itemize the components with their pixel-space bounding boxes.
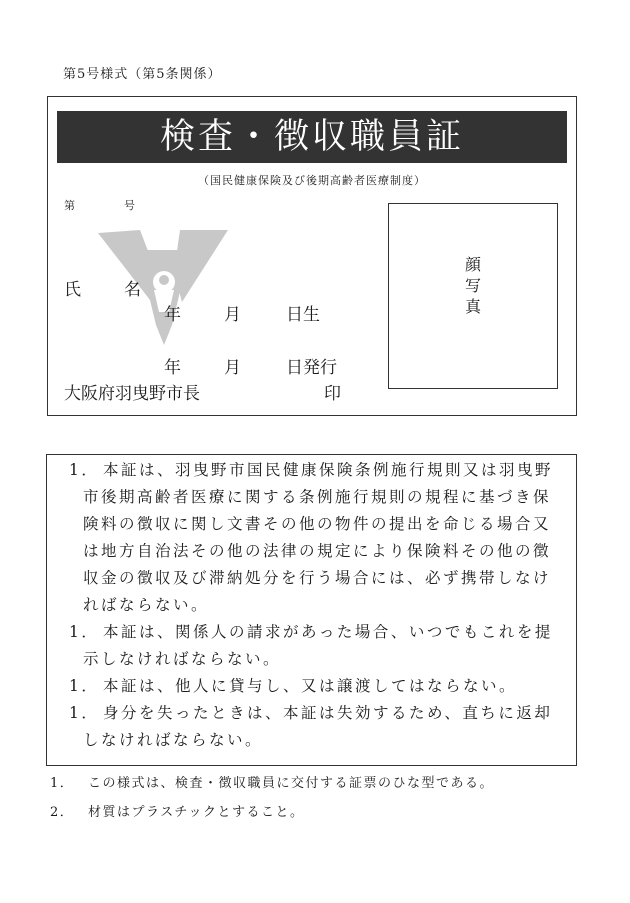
footer-note-number: 1． <box>50 776 75 791</box>
note-first-line: 身分を失ったときは、本証は失効するため、直ちに返却 <box>103 704 553 722</box>
note-line: しなければならない。 <box>83 731 264 749</box>
card-back-notes <box>46 454 577 766</box>
footer-note-text: この様式は、検査・徴収職員に交付する証票のひな型である。 <box>88 776 495 791</box>
card-title: 検査・徴収職員証 <box>57 111 567 163</box>
photo-label-char: 顔 <box>464 255 481 274</box>
birth-date-row <box>164 300 364 325</box>
note-number: 1． <box>69 677 100 695</box>
city-emblem-icon <box>98 230 230 345</box>
note-line: 市後期高齢者医療に関する条例施行規則の規程に基づき保 <box>83 488 552 506</box>
note-line: ればならない。 <box>83 596 210 614</box>
name-label-surname: 氏 <box>64 280 81 300</box>
footer-note-number: 2． <box>50 805 75 820</box>
photo-label <box>389 254 557 317</box>
note-number: 1． <box>69 461 100 479</box>
note-first-line: 本証は、関係人の請求があった場合、いつでもこれを提 <box>103 623 553 641</box>
footer-note-text: 材質はプラスチックとすること。 <box>88 805 305 820</box>
id-card <box>47 96 577 416</box>
note-first-line: 本証は、羽曳野市国民健康保険条例施行規則又は羽曳野 <box>103 461 554 479</box>
issue-date-row <box>164 353 364 378</box>
birth-month-label: 月 <box>224 305 241 325</box>
note-item <box>69 673 559 700</box>
note-line: 示しなければならない。 <box>83 650 282 668</box>
note-line: 険料の徴収に関し文書その他の物件の提出を命じる場合又 <box>83 515 552 533</box>
note-item <box>69 700 559 754</box>
name-label-given: 名 <box>124 280 141 300</box>
note-number: 1． <box>69 704 100 722</box>
seal-mark: 印 <box>324 384 341 404</box>
photo-label-char: 真 <box>464 297 481 316</box>
note-item <box>69 619 559 673</box>
form-number-label: 第5号様式（第5条関係） <box>63 67 222 82</box>
number-label-suffix: 号 <box>124 199 135 212</box>
number-label-prefix: 第 <box>64 199 75 212</box>
note-item <box>69 457 559 619</box>
issue-day-label: 日発行 <box>286 358 337 378</box>
note-line: は地方自治法その他の法律の規定により保険料その他の徴 <box>83 542 552 560</box>
photo-label-char: 写 <box>464 276 481 295</box>
note-line: 収金の徴収及び滞納処分を行う場合には、必ず携帯しなけ <box>83 569 552 587</box>
note-first-line: 本証は、他人に貸与し、又は譲渡してはならない。 <box>103 677 518 695</box>
issue-year-label: 年 <box>164 358 181 378</box>
birth-day-label: 日生 <box>286 305 320 325</box>
card-subtitle: （国民健康保険及び後期高齢者医療制度） <box>198 174 426 187</box>
note-number: 1． <box>69 623 100 641</box>
birth-year-label: 年 <box>164 305 181 325</box>
issuer-name: 大阪府羽曳野市長 <box>64 384 200 404</box>
issue-month-label: 月 <box>224 358 241 378</box>
photo-placeholder <box>388 203 558 389</box>
